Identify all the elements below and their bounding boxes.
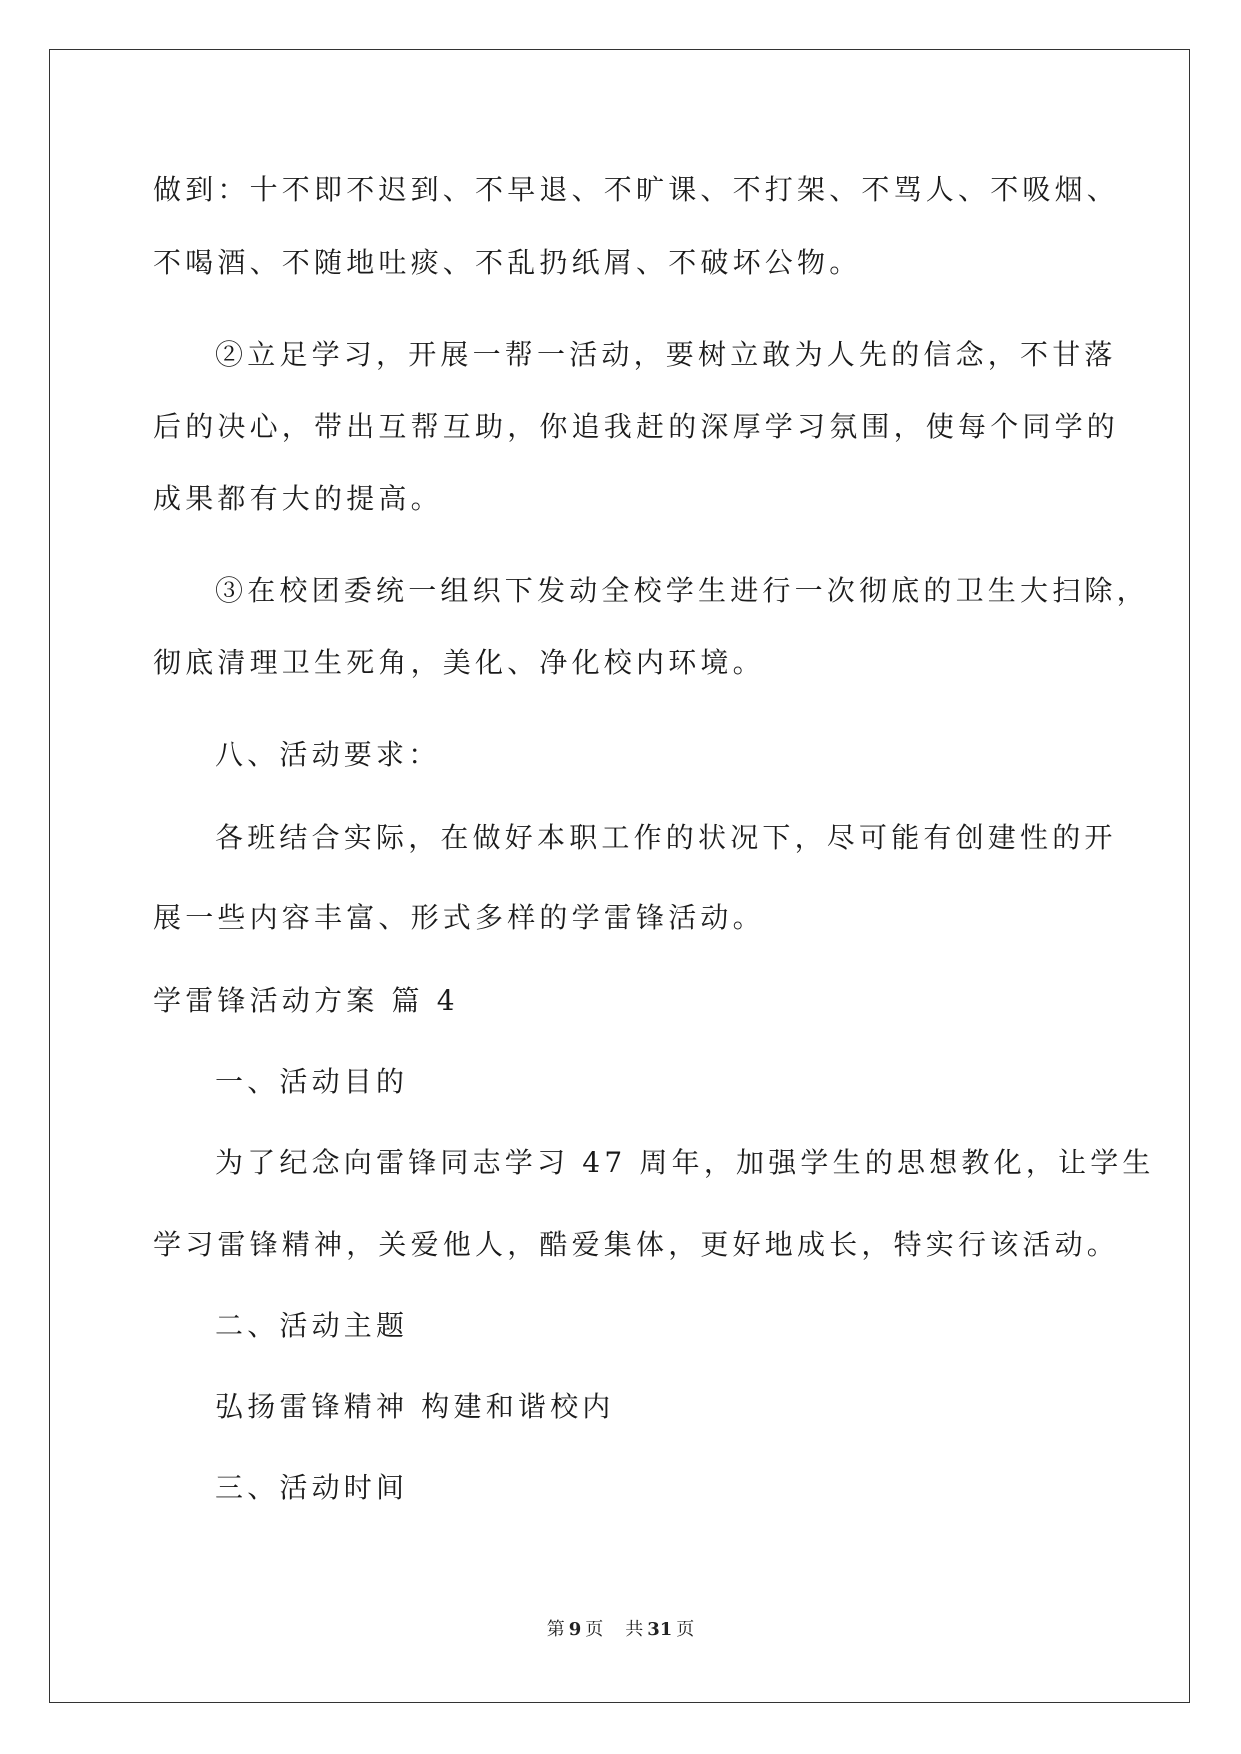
text-line: 各班结合实际，在做好本职工作的状况下，尽可能有创建性的开 [215,821,1117,854]
text-line: ②立足学习，开展一帮一活动，要树立敢为人先的信念，不甘落 [215,338,1117,371]
text-line: 弘扬雷锋精神 构建和谐校内 [215,1390,615,1423]
text-line: 成果都有大的提高。 [153,482,443,515]
text-line: 做到：十不即不迟到、不早退、不旷课、不打架、不骂人、不吸烟、 [153,173,1120,206]
total-prefix: 共 [625,1619,644,1640]
section-heading: 三、活动时间 [215,1471,409,1504]
total-pages: 31 [647,1619,673,1640]
text-line: 彻底清理卫生死角，美化、净化校内环境。 [153,646,765,679]
page-number: 9 [568,1619,582,1640]
text-line: 后的决心，带出互帮互助，你追我赶的深厚学习氛围，使每个同学的 [153,410,1120,443]
text-line: 展一些内容丰富、形式多样的学雷锋活动。 [153,901,765,934]
article-title: 学雷锋活动方案 篇 4 [153,984,459,1017]
text-line: 学习雷锋精神，关爱他人，酷爱集体，更好地成长，特实行该活动。 [153,1228,1120,1261]
text-line: ③在校团委统一组织下发动全校学生进行一次彻底的卫生大扫除， [215,574,1149,607]
page-prefix: 第 [546,1619,565,1640]
section-heading: 八、活动要求： [215,738,441,771]
text-line: 不喝酒、不随地吐痰、不乱扔纸屑、不破坏公物。 [153,246,862,279]
page-suffix: 页 [585,1619,604,1640]
section-heading: 一、活动目的 [215,1065,409,1098]
section-heading: 二、活动主题 [215,1309,409,1342]
page-footer [0,1618,1241,1642]
total-suffix: 页 [676,1619,695,1640]
page-border [49,49,1190,1703]
text-line: 为了纪念向雷锋同志学习 47 周年，加强学生的思想教化，让学生 [215,1146,1155,1179]
